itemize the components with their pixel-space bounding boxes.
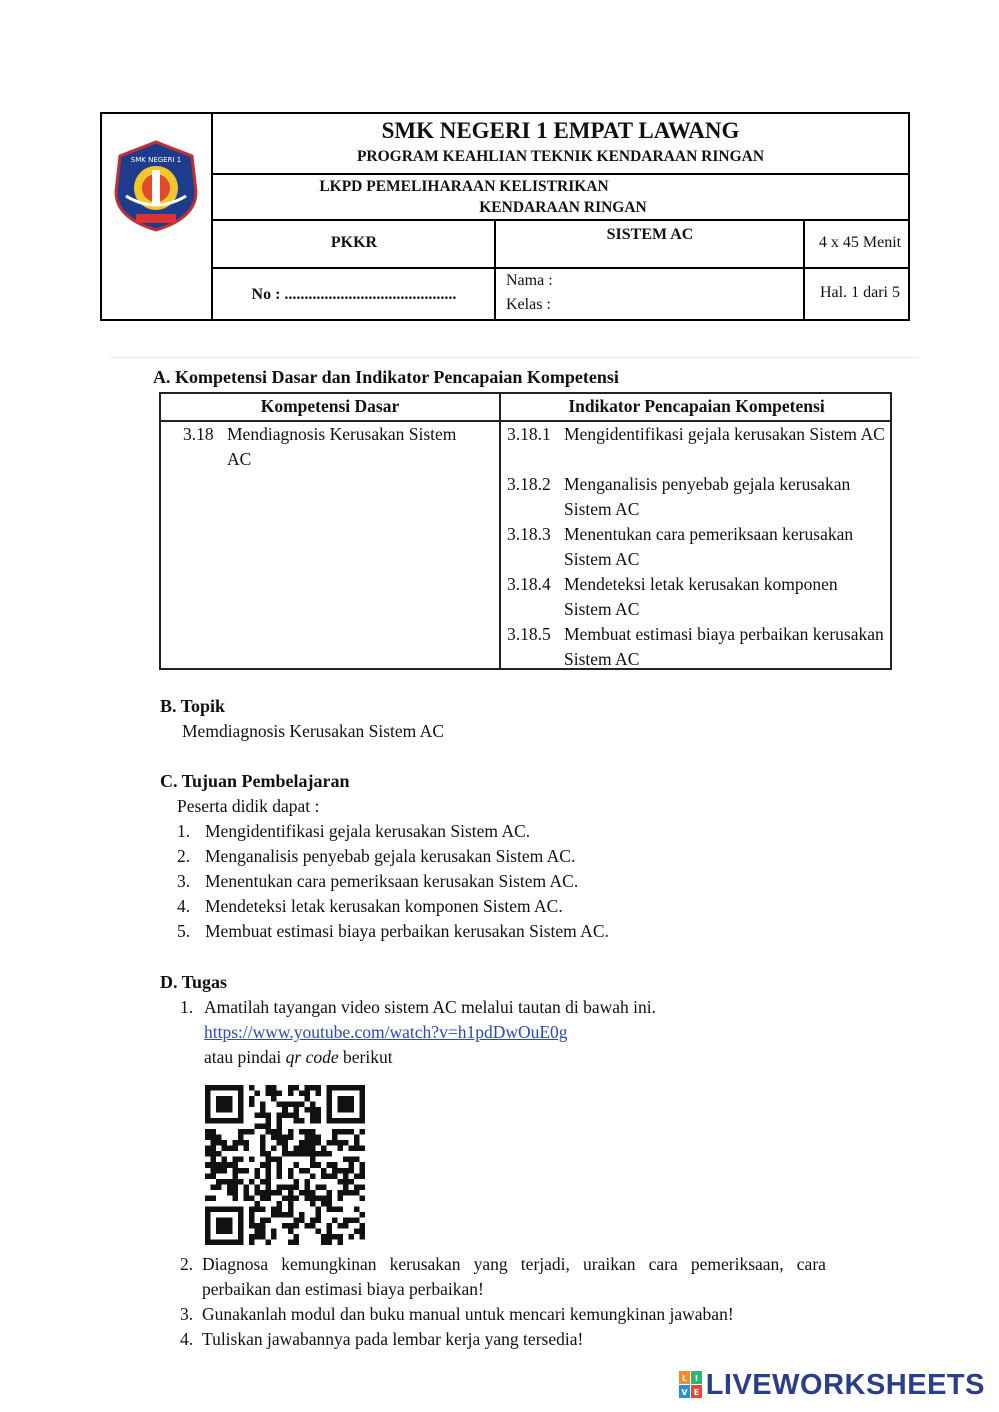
task-text: Gunakanlah modul dan buku manual untuk mencari kemungkinan jawaban! — [202, 1304, 734, 1324]
task-number: 3. — [180, 1304, 194, 1324]
kd-number: 3.18 — [183, 424, 214, 444]
school-emblem-icon — [112, 140, 200, 232]
objective-number: 2. — [177, 846, 191, 866]
svg-text:V: V — [681, 1388, 688, 1397]
task-text: Tuliskan jawabannya pada lembar kerja yang tersedia! — [202, 1329, 584, 1349]
liveworksheets-logo-icon — [679, 1371, 703, 1399]
table-divider — [499, 394, 501, 668]
task-number: 2. — [180, 1254, 194, 1274]
objective-text: Membuat estimasi biaya perbaikan kerusakan Sistem AC. — [205, 921, 609, 941]
scan-instruction-em: qr code — [285, 1047, 339, 1067]
subject-code: PKKR — [330, 234, 378, 251]
header-table — [100, 112, 910, 321]
section-a-title: A. Kompetensi Dasar dan Indikator Pencapaian Kompetensi — [153, 367, 619, 387]
objective-number: 3. — [177, 871, 191, 891]
objective-number: 1. — [177, 821, 191, 841]
task-text: Amatilah tayangan video sistem AC melalui tautan di bawah ini. — [204, 997, 656, 1017]
video-link[interactable]: https://www.youtube.com/watch?v=h1pdDwOuE0g — [204, 1022, 568, 1042]
divider — [213, 173, 908, 175]
program-name: PROGRAM KEAHLIAN TEKNIK KENDARAAN RINGAN — [356, 148, 765, 165]
objective-text: Menentukan cara pemeriksaan kerusakan Sistem AC. — [205, 871, 579, 891]
indicator-text: Mengidentifikasi gejala kerusakan Sistem AC — [564, 424, 885, 444]
qr-code-icon[interactable] — [205, 1085, 365, 1245]
indicator-number: 3.18.5 — [507, 624, 551, 644]
indicator-text: Menganalisis penyebab gejala kerusakan Sistem AC — [564, 474, 851, 519]
objective-text: Mengidentifikasi gejala kerusakan Sistem AC. — [205, 821, 531, 841]
duration-label: 4 x 45 Menit — [818, 234, 902, 251]
section-c-title: C. Tujuan Pembelajaran — [160, 771, 350, 791]
indicator-text: Mendeteksi letak kerusakan komponen Sistem AC — [564, 574, 838, 619]
name-field[interactable]: Nama : — [506, 272, 553, 289]
svg-text:I: I — [694, 1374, 698, 1383]
objective-text: Menganalisis penyebab gejala kerusakan Sistem AC. — [205, 846, 576, 866]
svg-text:E: E — [693, 1388, 699, 1397]
indicator-number: 3.18.4 — [507, 574, 551, 594]
competency-table — [159, 392, 892, 670]
col-header-kompetensi-dasar: Kompetensi Dasar — [260, 396, 400, 416]
task-number: 1. — [180, 997, 194, 1017]
scan-instruction-suffix: berikut — [338, 1047, 393, 1067]
svg-text:L: L — [681, 1374, 687, 1383]
objectives-intro: Peserta didik dapat : — [177, 796, 320, 816]
class-field[interactable]: Kelas : — [506, 296, 551, 313]
section-d-title: D. Tugas — [160, 972, 228, 992]
task-text-continued: perbaikan dan estimasi biaya perbaikan! — [202, 1279, 484, 1299]
indicator-number: 3.18.1 — [507, 424, 551, 444]
lkpd-title-line2: KENDARAAN RINGAN — [479, 199, 647, 216]
task-text: Diagnosa kemungkinan kerusakan yang terjadi, uraikan cara pemeriksaan, cara — [202, 1254, 826, 1274]
lkpd-title-line1: LKPD PEMELIHARAAN KELISTRIKAN — [319, 178, 609, 195]
logo-cell — [102, 114, 213, 319]
indicator-number: 3.18.3 — [507, 524, 551, 544]
section-b-title: B. Topik — [160, 696, 226, 716]
indicator-text: Menentukan cara pemeriksaan kerusakan Sistem AC — [564, 524, 854, 569]
page-info: Hal. 1 dari 5 — [820, 284, 900, 301]
scan-instruction — [204, 1047, 393, 1068]
scan-edge — [110, 357, 918, 358]
topic-text: Memdiagnosis Kerusakan Sistem AC — [182, 721, 444, 741]
task-number: 4. — [180, 1329, 194, 1349]
objective-number: 5. — [177, 921, 191, 941]
objective-text: Mendeteksi letak kerusakan komponen Sistem AC. — [205, 896, 563, 916]
indicator-text: Membuat estimasi biaya perbaikan kerusakan Sistem AC — [564, 624, 884, 669]
liveworksheets-watermark — [679, 1368, 985, 1402]
objective-number: 4. — [177, 896, 191, 916]
indicator-number: 3.18.2 — [507, 474, 551, 494]
topic-label: SISTEM AC — [606, 226, 694, 243]
col-header-indikator: Indikator Pencapaian Kompetensi — [568, 396, 825, 416]
divider — [213, 267, 908, 269]
number-field[interactable]: No : ........................................... — [251, 286, 457, 303]
svg-text:SMK NEGERI 1: SMK NEGERI 1 — [130, 156, 182, 164]
school-name: SMK NEGERI 1 EMPAT LAWANG — [381, 118, 740, 143]
kd-text-line2: AC — [227, 449, 252, 469]
watermark-text: LIVEWORKSHEETS — [705, 1368, 985, 1401]
kd-text-line1: Mendiagnosis Kerusakan Sistem — [227, 424, 457, 444]
scan-instruction-prefix: atau pindai — [204, 1047, 286, 1067]
